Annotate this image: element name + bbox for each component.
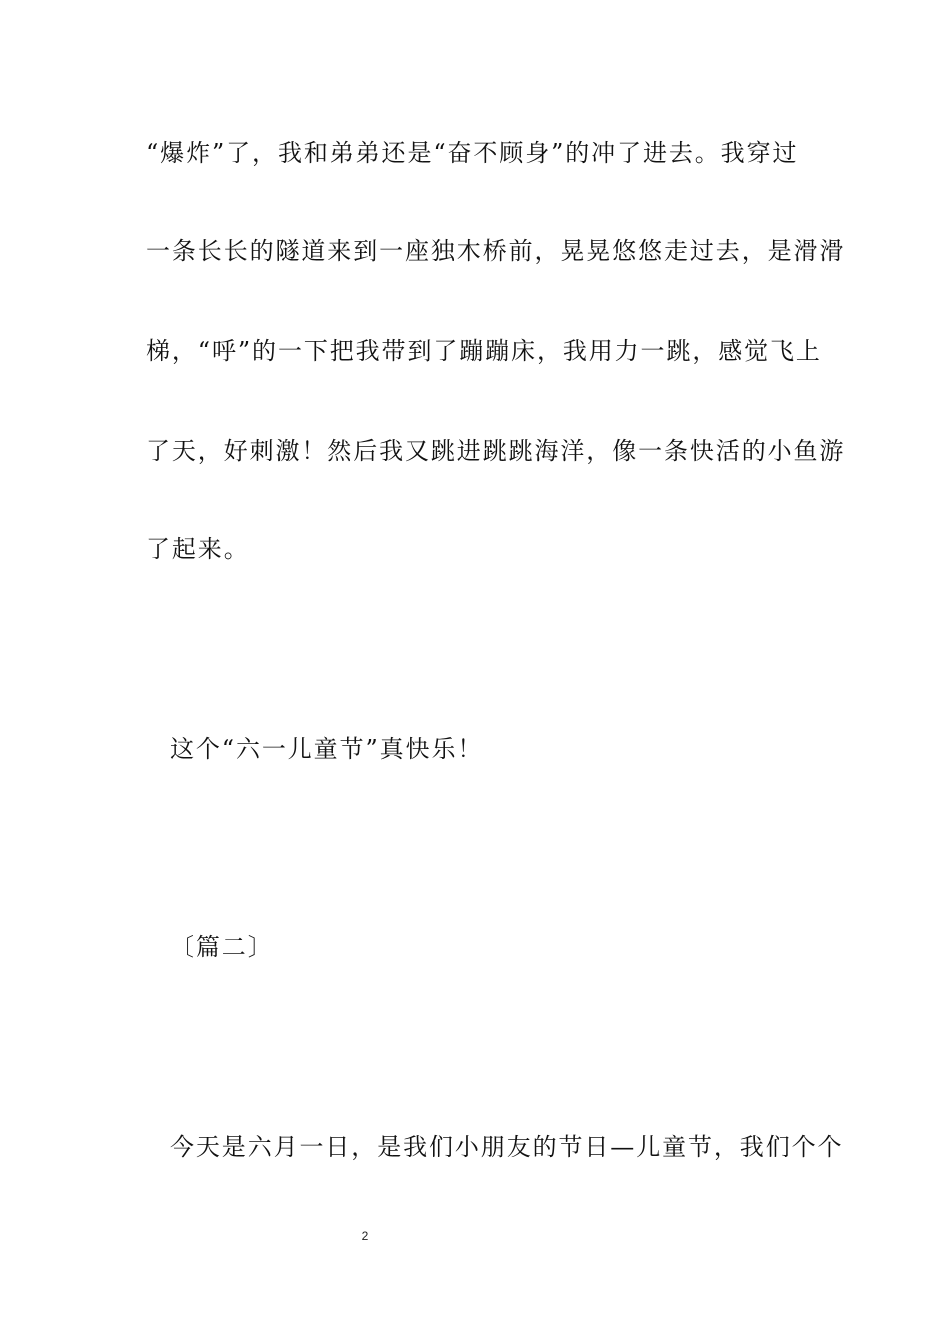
paragraph-text: 这个“六一儿童节”真快乐！: [170, 735, 484, 763]
paragraph-line: 梯，“呼”的一下把我带到了蹦蹦床，我用力一跳，感觉飞上: [146, 337, 822, 365]
paragraph-line: 今天是六月一日，是我们小朋友的节日—儿童节，我们个个: [170, 1133, 844, 1161]
paragraph-line: 一条长长的隧道来到一座独木桥前，晃晃悠悠走过去，是滑滑: [146, 237, 846, 265]
paragraph-line: “爆炸”了，我和弟弟还是“奋不顾身”的冲了进去。我穿过: [146, 139, 799, 167]
paragraph-line: 了起来。: [146, 535, 250, 563]
section-heading: 〔篇二〕: [170, 933, 274, 961]
page-number: 2: [361, 1229, 369, 1243]
paragraph-line: 了天，好刺激！然后我又跳进跳跳海洋，像一条快活的小鱼游: [146, 437, 846, 465]
